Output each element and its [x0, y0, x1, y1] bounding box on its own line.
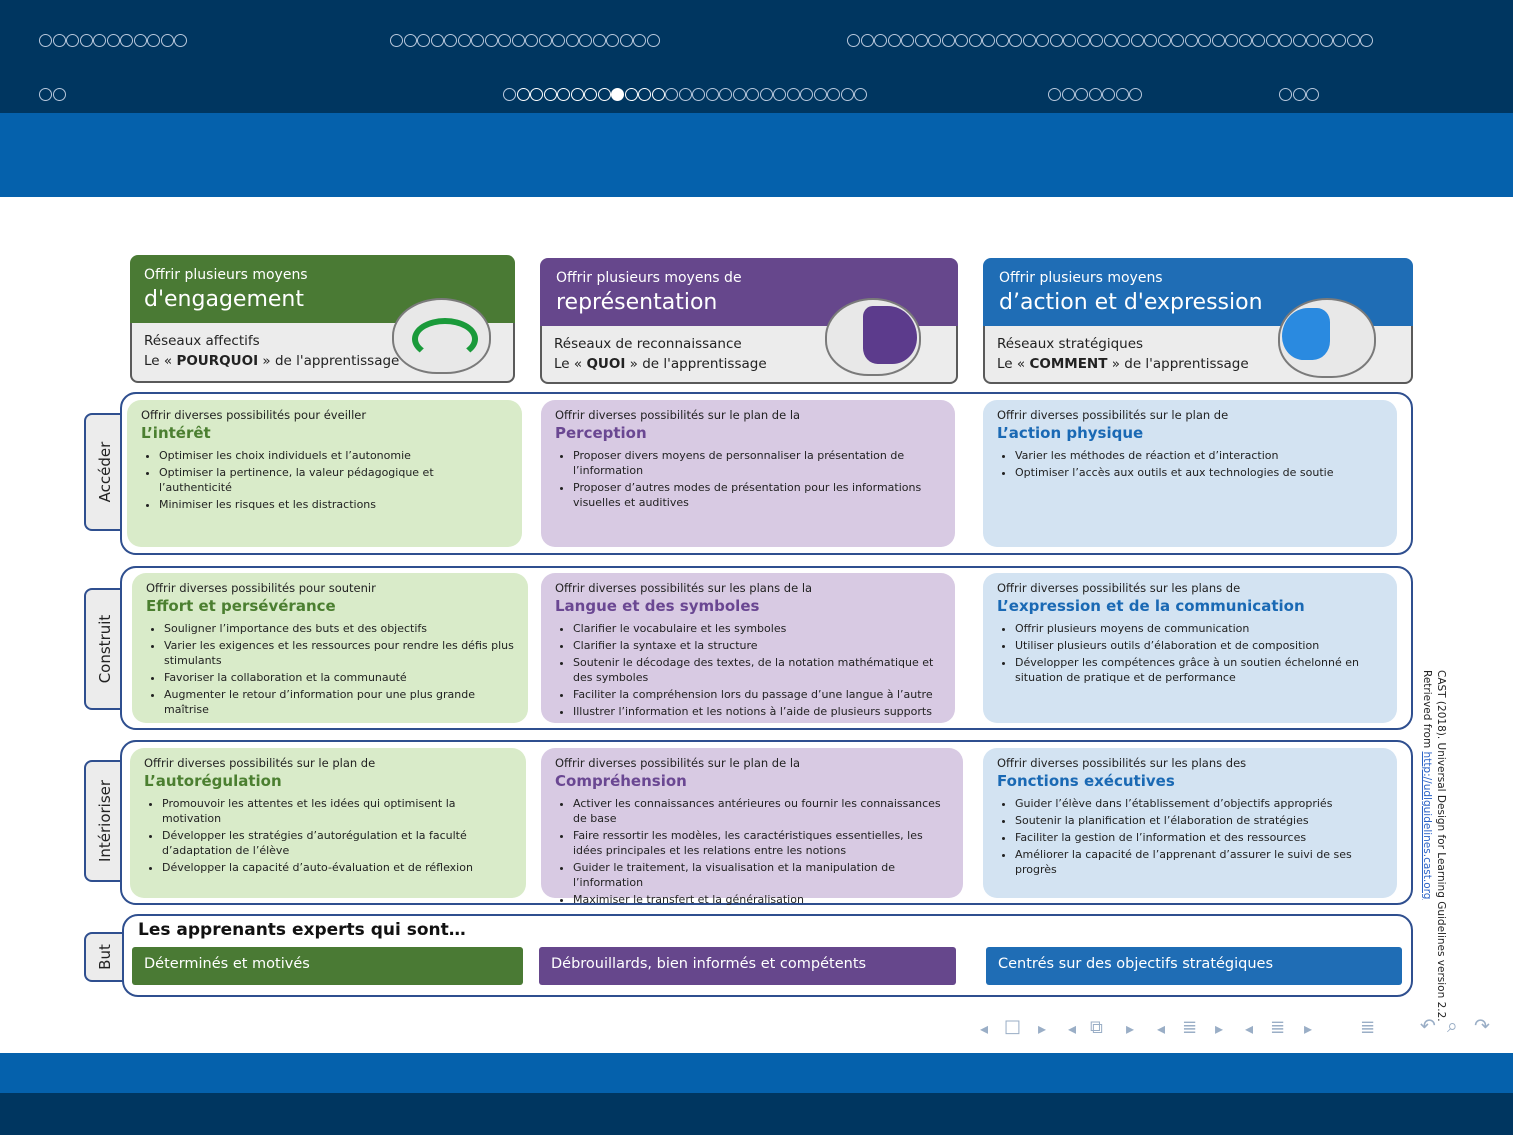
footer-band: [0, 1053, 1513, 1093]
nav-dot[interactable]: [854, 88, 867, 101]
nav-section-7-dots[interactable]: [1279, 88, 1320, 101]
representation-header-title: représentation: [556, 290, 718, 315]
card-intro: Offrir diverses possibilités pour soutenir: [146, 581, 376, 595]
row-label-construit: Construit: [84, 588, 124, 710]
udl-guidelines-figure: [80, 250, 1460, 1010]
subsection-prev-icon[interactable]: ◂: [1068, 1019, 1077, 1038]
list-item: • Optimiser l’accès aux outils et aux technologies de soutie: [1015, 465, 1383, 480]
list-item: • Offrir plusieurs moyens de communication: [1015, 621, 1383, 636]
nav-dot[interactable]: [787, 88, 800, 101]
part-prev-icon[interactable]: ◂: [1245, 1019, 1254, 1038]
nav-dot[interactable]: [1009, 34, 1022, 47]
brain-affective-icon: [392, 298, 491, 374]
nav-dot[interactable]: [733, 88, 746, 101]
list-item: • Faciliter la gestion de l’information et des ressources: [1015, 830, 1383, 845]
frame-icon[interactable]: □: [1004, 1016, 1022, 1037]
list-item: • Favoriser la collaboration et la communauté: [164, 670, 514, 685]
nav-dot[interactable]: [525, 34, 538, 47]
list-item: • Optimiser la pertinence, la valeur pédagogique et l’authenticité: [159, 465, 508, 495]
frame-prev-icon[interactable]: ◂: [980, 1019, 989, 1038]
card-list: [997, 448, 1383, 480]
nav-dot[interactable]: [665, 88, 678, 101]
nav-dot[interactable]: [1266, 34, 1279, 47]
nav-dot[interactable]: [1171, 34, 1184, 47]
nav-dot[interactable]: [620, 34, 633, 47]
card-title: L’intérêt: [141, 424, 211, 442]
list-item: • Souligner l’importance des buts et des objectifs: [164, 621, 514, 636]
nav-dot[interactable]: [625, 88, 638, 101]
part-next-icon[interactable]: ▸: [1304, 1019, 1313, 1038]
nav-dot[interactable]: [417, 34, 430, 47]
nav-dot[interactable]: [1306, 88, 1319, 101]
list-item: • Soutenir le décodage des textes, de la notation mathématique et des symboles: [573, 655, 941, 685]
card-list: [555, 621, 941, 719]
credit-link[interactable]: http://udlguidelines.cast.org: [1421, 751, 1433, 900]
back-icon[interactable]: ↶: [1420, 1015, 1436, 1037]
nav-dot[interactable]: [773, 88, 786, 101]
nav-dot[interactable]: [390, 34, 403, 47]
nav-dot[interactable]: [1117, 34, 1130, 47]
subsection-icon[interactable]: ⧉: [1090, 1017, 1103, 1038]
nav-dot[interactable]: [1225, 34, 1238, 47]
card-intro: Offrir diverses possibilités pour éveiller: [141, 408, 367, 422]
card-comprehension: [541, 748, 963, 906]
nav-dot[interactable]: [444, 34, 457, 47]
nav-dot[interactable]: [53, 88, 66, 101]
list-item: • Varier les méthodes de réaction et d’interaction: [1015, 448, 1383, 463]
list-item: • Augmenter le retour d’information pour une plus grande maîtrise: [164, 687, 514, 717]
nav-dot[interactable]: [1075, 88, 1088, 101]
nav-dot[interactable]: [1104, 34, 1117, 47]
nav-dot[interactable]: [638, 88, 651, 101]
nav-dot[interactable]: [80, 34, 93, 47]
nav-dot[interactable]: [161, 34, 174, 47]
nav-dot[interactable]: [1306, 34, 1319, 47]
card-title: L’expression et de la communication: [997, 597, 1305, 615]
nav-dot[interactable]: [1036, 34, 1049, 47]
nav-dot[interactable]: [1360, 34, 1373, 47]
brain-strategic-icon: [1278, 298, 1376, 378]
nav-dot[interactable]: [652, 88, 665, 101]
card-perception: [541, 400, 955, 547]
nav-dot[interactable]: [1198, 34, 1211, 47]
engagement-network-name: Réseaux affectifs: [144, 333, 260, 349]
nav-dot[interactable]: [633, 34, 646, 47]
list-item: • Clarifier le vocabulaire et les symboles: [573, 621, 941, 636]
nav-dot[interactable]: [1129, 88, 1142, 101]
representation-header-small: Offrir plusieurs moyens de: [556, 270, 742, 286]
list-item: • Maximiser le transfert et la généralisation: [573, 892, 949, 907]
nav-dot[interactable]: [1116, 88, 1129, 101]
part-icon[interactable]: ≣: [1270, 1017, 1286, 1038]
nav-dot[interactable]: [539, 34, 552, 47]
nav-dot[interactable]: [1144, 34, 1157, 47]
nav-dot[interactable]: [66, 34, 79, 47]
goal-heading: Les apprenants experts qui sont…: [138, 920, 466, 940]
frame-next-icon[interactable]: ▸: [1038, 1019, 1047, 1038]
nav-dot[interactable]: [557, 88, 570, 101]
nav-dot[interactable]: [404, 34, 417, 47]
nav-dot[interactable]: [53, 34, 66, 47]
action-header-small: Offrir plusieurs moyens: [999, 270, 1163, 286]
card-autoregulation: [130, 748, 526, 898]
card-list: [555, 448, 941, 510]
nav-dot[interactable]: [841, 88, 854, 101]
nav-dot[interactable]: [498, 34, 511, 47]
card-title: Perception: [555, 424, 647, 442]
nav-dot[interactable]: [544, 88, 557, 101]
nav-section-2-dots[interactable]: [390, 34, 660, 47]
nav-dot[interactable]: [431, 34, 444, 47]
search-icon[interactable]: ⌕: [1447, 1015, 1458, 1037]
nav-dot[interactable]: [107, 34, 120, 47]
nav-dot[interactable]: [1077, 34, 1090, 47]
nav-section-3-dots[interactable]: [847, 34, 1374, 47]
nav-dot[interactable]: [1333, 34, 1346, 47]
forward-icon[interactable]: ↷: [1474, 1015, 1490, 1037]
nav-dot[interactable]: [800, 88, 813, 101]
brain-recognition-icon: [825, 298, 921, 376]
card-intro: Offrir diverses possibilités sur les plans de: [997, 581, 1241, 595]
nav-dot[interactable]: [1347, 34, 1360, 47]
nav-dot[interactable]: [593, 34, 606, 47]
card-intro: Offrir diverses possibilités sur le plan de: [144, 756, 376, 770]
list-item: • Optimiser les choix individuels et l’autonomie: [159, 448, 508, 463]
toc-icon[interactable]: ≣: [1360, 1017, 1376, 1038]
list-item: • Développer la capacité d’auto-évaluation et de réflexion: [162, 860, 512, 875]
nav-dot[interactable]: [1023, 34, 1036, 47]
goal-action: Centrés sur des objectifs stratégiques: [986, 947, 1402, 985]
nav-dot[interactable]: [1239, 34, 1252, 47]
nav-dot[interactable]: [647, 34, 660, 47]
list-item: • Illustrer l’information et les notions à l’aide de plusieurs supports: [573, 704, 941, 719]
list-item: • Faire ressortir les modèles, les caractéristiques essentielles, les idées principales et les relations entre les notions: [573, 828, 949, 858]
card-langue: [541, 573, 955, 723]
section-next-icon[interactable]: ▸: [1215, 1019, 1224, 1038]
nav-dot[interactable]: [982, 34, 995, 47]
list-item: • Guider l’élève dans l’établissement d’objectifs appropriés: [1015, 796, 1383, 811]
card-title: L’autorégulation: [144, 772, 282, 790]
nav-dot[interactable]: [1050, 34, 1063, 47]
card-list: [144, 796, 512, 875]
list-item: • Soutenir la planification et l’élaboration de stratégies: [1015, 813, 1383, 828]
card-list: [146, 621, 514, 717]
list-item: • Promouvoir les attentes et les idées qui optimisent la motivation: [162, 796, 512, 826]
list-item: • Proposer divers moyens de personnaliser la présentation de l’information: [573, 448, 941, 478]
nav-dot[interactable]: [1279, 34, 1292, 47]
nav-dot[interactable]: [530, 88, 543, 101]
title-band: [0, 113, 1513, 197]
card-action-physique: [983, 400, 1397, 547]
row-label-interioriser: Intérioriser: [84, 760, 124, 882]
nav-dot[interactable]: [458, 34, 471, 47]
nav-dot[interactable]: [611, 88, 624, 101]
nav-dot[interactable]: [1185, 34, 1198, 47]
nav-dot[interactable]: [928, 34, 941, 47]
card-intro: Offrir diverses possibilités sur les plans des: [997, 756, 1247, 770]
nav-dot[interactable]: [120, 34, 133, 47]
list-item: • Développer les stratégies d’autorégulation et la faculté d’adaptation de l’élève: [162, 828, 512, 858]
section-icon[interactable]: ≣: [1182, 1017, 1198, 1038]
row-label-but: But: [84, 932, 124, 982]
action-network-how: Le « COMMENT » de l'apprentissage: [997, 356, 1249, 372]
nav-dot[interactable]: [942, 34, 955, 47]
nav-section-5-dots[interactable]: [503, 88, 868, 101]
card-effort: [132, 573, 528, 723]
figure-credit: [1418, 670, 1458, 1022]
nav-section-4-dots[interactable]: [39, 88, 66, 101]
card-intro: Offrir diverses possibilités sur le plan de la: [555, 756, 801, 770]
list-item: • Développer les compétences grâce à un soutien échelonné en situation de pratique et de performance: [1015, 655, 1383, 685]
card-title: L’action physique: [997, 424, 1144, 442]
card-title: Fonctions exécutives: [997, 772, 1175, 790]
card-list: [555, 796, 949, 907]
nav-dot[interactable]: [760, 88, 773, 101]
nav-dot[interactable]: [579, 34, 592, 47]
nav-dot[interactable]: [471, 34, 484, 47]
list-item: • Proposer d’autres modes de présentation pour les informations visuelles et auditives: [573, 480, 941, 510]
nav-dot[interactable]: [584, 88, 597, 101]
nav-dot[interactable]: [512, 34, 525, 47]
card-list: [141, 448, 508, 512]
list-item: • Améliorer la capacité de l’apprenant d’assurer le suivi de ses progrès: [1015, 847, 1383, 877]
engagement-network-why: Le « POURQUOI » de l'apprentissage: [144, 353, 400, 369]
goal-engagement: Déterminés et motivés: [132, 947, 523, 985]
nav-dot[interactable]: [552, 34, 565, 47]
nav-dot[interactable]: [888, 34, 901, 47]
card-list: [997, 796, 1383, 877]
nav-dot[interactable]: [1320, 34, 1333, 47]
nav-dot[interactable]: [517, 88, 530, 101]
card-fonctions-executives: [983, 748, 1397, 898]
card-expression: [983, 573, 1397, 723]
nav-dot[interactable]: [861, 34, 874, 47]
nav-dot[interactable]: [606, 34, 619, 47]
card-title: Langue et des symboles: [555, 597, 760, 615]
representation-network-name: Réseaux de reconnaissance: [554, 336, 742, 352]
nav-dot[interactable]: [1293, 34, 1306, 47]
nav-dot[interactable]: [679, 88, 692, 101]
subsection-next-icon[interactable]: ▸: [1126, 1019, 1135, 1038]
nav-dot[interactable]: [719, 88, 732, 101]
nav-dot[interactable]: [1252, 34, 1265, 47]
nav-dot[interactable]: [1090, 34, 1103, 47]
list-item: • Faciliter la compréhension lors du passage d’une langue à l’autre: [573, 687, 941, 702]
nav-dot[interactable]: [996, 34, 1009, 47]
nav-dot[interactable]: [692, 88, 705, 101]
nav-dot[interactable]: [39, 88, 52, 101]
nav-dot[interactable]: [174, 34, 187, 47]
nav-dot[interactable]: [1048, 88, 1061, 101]
nav-dot[interactable]: [39, 34, 52, 47]
nav-dot[interactable]: [1158, 34, 1171, 47]
list-item: • Clarifier la syntaxe et la structure: [573, 638, 941, 653]
card-intro: Offrir diverses possibilités sur les plans de la: [555, 581, 813, 595]
nav-dot[interactable]: [746, 88, 759, 101]
action-network-name: Réseaux stratégiques: [997, 336, 1144, 352]
card-intro: Offrir diverses possibilités sur le plan de la: [555, 408, 801, 422]
nav-section-6-dots[interactable]: [1048, 88, 1143, 101]
nav-dot[interactable]: [901, 34, 914, 47]
row-label-acceder: Accéder: [84, 413, 124, 531]
card-title: Effort et persévérance: [146, 597, 336, 615]
nav-dot[interactable]: [1212, 34, 1225, 47]
list-item: • Activer les connaissances antérieures ou fournir les connaissances de base: [573, 796, 949, 826]
nav-dot[interactable]: [874, 34, 887, 47]
nav-dot[interactable]: [955, 34, 968, 47]
card-intro: Offrir diverses possibilités sur le plan de: [997, 408, 1229, 422]
nav-dot[interactable]: [1102, 88, 1115, 101]
nav-dot[interactable]: [134, 34, 147, 47]
nav-dot[interactable]: [1063, 34, 1076, 47]
nav-dot[interactable]: [485, 34, 498, 47]
nav-dot[interactable]: [847, 34, 860, 47]
nav-dot[interactable]: [598, 88, 611, 101]
list-item: • Utiliser plusieurs outils d’élaboration et de composition: [1015, 638, 1383, 653]
nav-dot[interactable]: [969, 34, 982, 47]
list-item: • Varier les exigences et les ressources pour rendre les défis plus stimulants: [164, 638, 514, 668]
engagement-header-small: Offrir plusieurs moyens: [144, 267, 308, 283]
nav-dot[interactable]: [1089, 88, 1102, 101]
action-header-title: d’action et d'expression: [999, 290, 1263, 315]
footer-bar: [0, 1093, 1513, 1135]
credit-retrieved: Retrieved from: [1421, 670, 1433, 752]
representation-network-what: Le « QUOI » de l'apprentissage: [554, 356, 767, 372]
nav-dot[interactable]: [571, 88, 584, 101]
nav-dot[interactable]: [915, 34, 928, 47]
card-title: Compréhension: [555, 772, 687, 790]
list-item: • Minimiser les risques et les distractions: [159, 497, 508, 512]
list-item: • Guider le traitement, la visualisation et la manipulation de l’information: [573, 860, 949, 890]
nav-dot[interactable]: [93, 34, 106, 47]
nav-dot[interactable]: [1293, 88, 1306, 101]
card-interet: [127, 400, 522, 547]
goal-representation: Débrouillards, bien informés et compétents: [539, 947, 956, 985]
nav-dot[interactable]: [1131, 34, 1144, 47]
nav-section-1-dots[interactable]: [39, 34, 188, 47]
credit-citation: CAST (2018). Universal Design for Learning Guidelines version 2.2.: [1435, 670, 1447, 1022]
section-prev-icon[interactable]: ◂: [1157, 1019, 1166, 1038]
card-list: [997, 621, 1383, 685]
nav-dot[interactable]: [1279, 88, 1292, 101]
nav-dot[interactable]: [1062, 88, 1075, 101]
nav-dot[interactable]: [503, 88, 516, 101]
nav-dot[interactable]: [147, 34, 160, 47]
nav-dot[interactable]: [706, 88, 719, 101]
nav-dot[interactable]: [814, 88, 827, 101]
nav-dot[interactable]: [827, 88, 840, 101]
nav-dot[interactable]: [566, 34, 579, 47]
engagement-header-title: d'engagement: [144, 287, 304, 312]
